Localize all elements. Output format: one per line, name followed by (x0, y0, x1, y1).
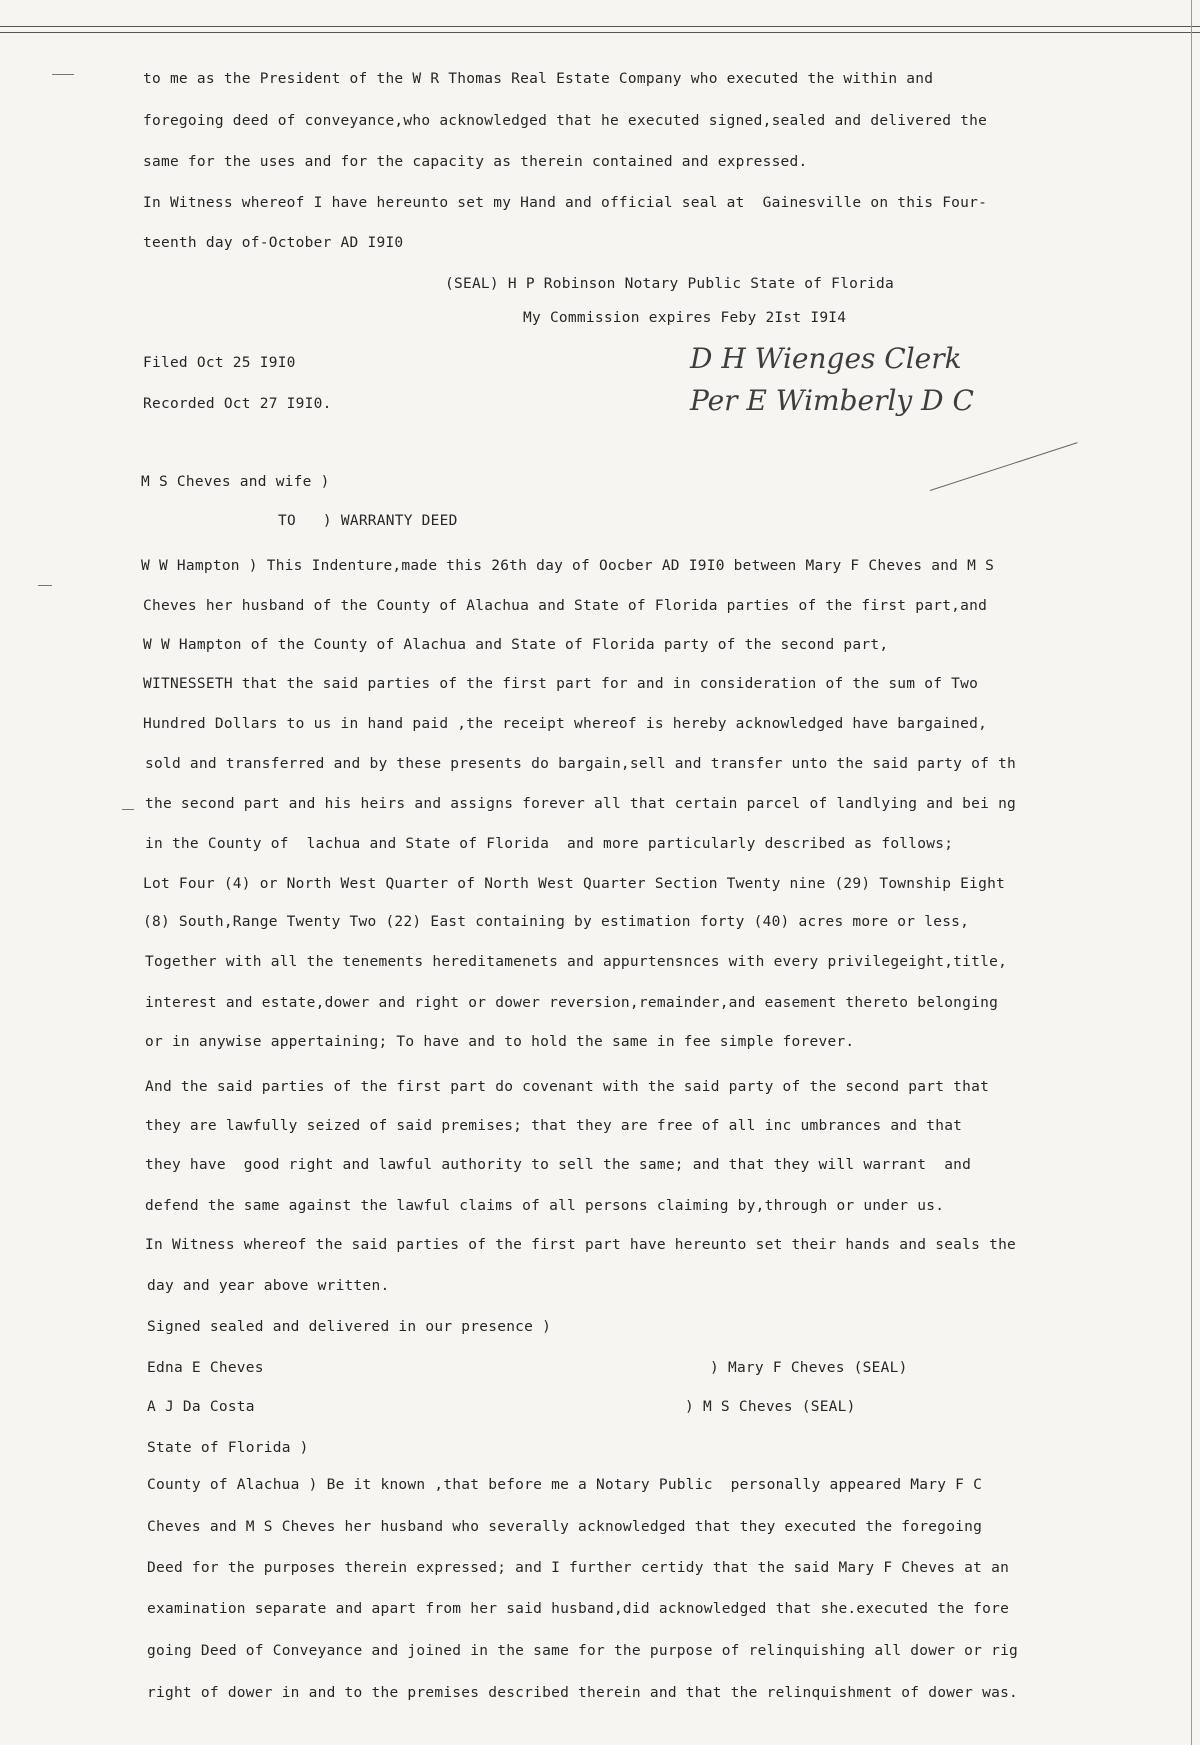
deed-body-line: or in anywise appertaining; To have and to hold the same in fee simple forever. (145, 1034, 855, 1050)
recorded-date: Recorded Oct 27 I9I0. (143, 396, 332, 412)
grantor-signature: ) M S Cheves (SEAL) (685, 1399, 856, 1415)
witness-intro: Signed sealed and delivered in our presence ) (147, 1319, 552, 1335)
deed-body-line: the second part and his heirs and assigns forever all that certain parcel of landlying and bei ng (145, 796, 1017, 812)
continuation-line: In Witness whereof I have hereunto set my Hand and official seal at Gainesville on this Four- (143, 195, 988, 211)
clerk-signature: D H Wienges Clerk (690, 342, 962, 375)
witness-name: Edna E Cheves (147, 1360, 264, 1376)
deed-body-line: defend the same against the lawful claims of all persons claiming by,through or under us. (145, 1198, 945, 1214)
grantor-signature: ) Mary F Cheves (SEAL) (710, 1360, 908, 1376)
acknowledgment-line: going Deed of Conveyance and joined in the same for the purpose of relinquishing all dower or rig (147, 1643, 1019, 1659)
deed-body-line: WITNESSETH that the said parties of the first part for and in consideration of the sum of Two (143, 676, 979, 692)
acknowledgment-line: State of Florida ) (147, 1440, 309, 1456)
notary-commission-line: My Commission expires Feby 2Ist I9I4 (523, 310, 847, 326)
deputy-clerk-signature: Per E Wimberly D C (690, 384, 974, 417)
deed-heading-grantor: M S Cheves and wife ) (141, 474, 330, 490)
deed-body-line: they are lawfully seized of said premises; that they are free of all inc umbrances and that (145, 1118, 963, 1134)
deed-body-line: Lot Four (4) or North West Quarter of North West Quarter Section Twenty nine (29) Township Eight (143, 876, 1006, 892)
deed-body-line: In Witness whereof the said parties of the first part have hereunto set their hands and seals the (145, 1237, 1017, 1253)
acknowledgment-line: Cheves and M S Cheves her husband who severally acknowledged that they executed the foregoing (147, 1519, 983, 1535)
page-edge (1191, 0, 1192, 1745)
deed-body-line: they have good right and lawful authority to sell the same; and that they will warrant and (145, 1157, 972, 1173)
notary-signature-line: (SEAL) H P Robinson Notary Public State of Florida (445, 276, 894, 292)
continuation-line: same for the uses and for the capacity as therein contained and expressed. (143, 154, 808, 170)
deed-body-line: in the County of lachua and State of Florida and more particularly described as follows; (145, 836, 954, 852)
margin-tick-mark (122, 809, 134, 810)
margin-tick-mark (38, 585, 52, 586)
deed-body-line: Hundred Dollars to us in hand paid ,the receipt whereof is hereby acknowledged have bargained, (143, 716, 988, 732)
continuation-line: teenth day of-October AD I9I0 (143, 235, 404, 251)
continuation-line: foregoing deed of conveyance,who acknowledged that he executed signed,sealed and delivered the (143, 113, 988, 129)
top-rule-inner (0, 32, 1200, 33)
signature-flourish (930, 442, 1078, 491)
filed-date: Filed Oct 25 I9I0 (143, 355, 296, 371)
top-rule (0, 26, 1200, 27)
margin-tick-mark (52, 74, 74, 75)
acknowledgment-line: right of dower in and to the premises described therein and that the relinquishment of dower was. (147, 1685, 1019, 1701)
acknowledgment-line: examination separate and apart from her said husband,did acknowledged that she.executed the fore (147, 1601, 1010, 1617)
deed-body-line: interest and estate,dower and right or dower reversion,remainder,and easement thereto belonging (145, 995, 999, 1011)
deed-body-line: W W Hampton ) This Indenture,made this 26th day of Oocber AD I9I0 between Mary F Cheves and M S (141, 558, 995, 574)
deed-body-line: day and year above written. (147, 1278, 390, 1294)
deed-body-line: (8) South,Range Twenty Two (22) East containing by estimation forty (40) acres more or less, (143, 914, 970, 930)
deed-body-line: W W Hampton of the County of Alachua and State of Florida party of the second part, (143, 637, 889, 653)
witness-name: A J Da Costa (147, 1399, 255, 1415)
continuation-line: to me as the President of the W R Thomas Real Estate Company who executed the within and (143, 71, 934, 87)
deed-body-line: And the said parties of the first part do covenant with the said party of the second part that (145, 1079, 990, 1095)
deed-heading-title: TO ) WARRANTY DEED (278, 513, 458, 529)
deed-body-line: Cheves her husband of the County of Alachua and State of Florida parties of the first part,and (143, 598, 988, 614)
deed-body-line: Together with all the tenements hereditamenets and appurtensnces with every privilegeight,title, (145, 954, 1008, 970)
deed-body-line: sold and transferred and by these presents do bargain,sell and transfer unto the said party of th (145, 756, 1017, 772)
acknowledgment-line: County of Alachua ) Be it known ,that before me a Notary Public personally appeared Mary F C (147, 1477, 983, 1493)
acknowledgment-line: Deed for the purposes therein expressed; and I further certidy that the said Mary F Cheves at an (147, 1560, 1010, 1576)
